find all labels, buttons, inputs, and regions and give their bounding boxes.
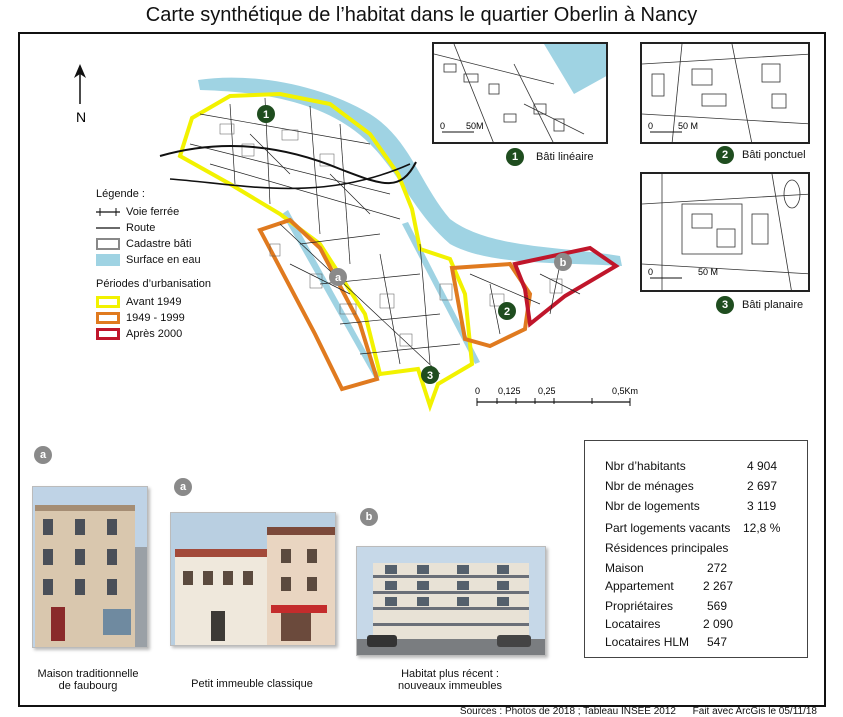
stat-label: Locataires HLM bbox=[605, 635, 690, 649]
svg-text:b: b bbox=[559, 257, 567, 269]
stat-label: Nbr de logements bbox=[605, 499, 700, 513]
svg-text:50 M: 50 M bbox=[698, 267, 719, 277]
legend-cadastre: Cadastre bâti bbox=[96, 236, 211, 252]
photo-2-caption: Petit immeuble classique bbox=[191, 678, 313, 690]
stat-label: Appartement bbox=[605, 579, 674, 593]
svg-text:0,125: 0,125 bbox=[498, 386, 521, 396]
sources: Sources : Photos de 2018 ; Tableau INSEE 2012 Fait avec ArcGis le 05/11/18 bbox=[459, 706, 817, 717]
stat-value: 569 bbox=[707, 599, 728, 613]
north-arrow-icon bbox=[74, 64, 86, 104]
photo-1-badge: a bbox=[34, 446, 52, 464]
photo-nouveaux-immeubles bbox=[356, 546, 546, 656]
legend-road: Route bbox=[96, 220, 211, 236]
inset-3-badge: 3 bbox=[716, 296, 734, 314]
svg-text:1: 1 bbox=[262, 109, 270, 121]
scale-bar bbox=[475, 386, 638, 406]
inset-1 bbox=[432, 42, 608, 144]
stats-table bbox=[584, 440, 808, 658]
photo-maison-traditionnelle bbox=[32, 486, 148, 648]
inset-3 bbox=[640, 172, 810, 292]
svg-text:0: 0 bbox=[475, 386, 481, 396]
svg-text:2: 2 bbox=[503, 306, 511, 318]
svg-text:50M: 50M bbox=[466, 121, 484, 131]
inset-1-badge: 1 bbox=[506, 148, 524, 166]
road-icon bbox=[96, 222, 120, 234]
svg-text:0: 0 bbox=[440, 121, 446, 131]
photo-1-caption: Maison traditionnelle de faubourg bbox=[37, 668, 139, 692]
photo-3-caption: Habitat plus récent : nouveaux immeubles bbox=[398, 668, 502, 692]
stat-label: Nbr d’habitants bbox=[605, 459, 686, 473]
inset-2-badge: 2 bbox=[716, 146, 734, 164]
svg-text:3: 3 bbox=[426, 370, 434, 382]
map-badge-a bbox=[329, 268, 347, 286]
svg-text:50 M: 50 M bbox=[678, 121, 699, 131]
svg-text:a: a bbox=[334, 272, 342, 284]
inset-1-map bbox=[434, 44, 608, 144]
inset-2-caption: 2 Bâti ponctuel bbox=[716, 146, 806, 164]
legend-rail: Voie ferrée bbox=[96, 204, 211, 220]
stat-value: 272 bbox=[707, 561, 728, 575]
stat-value: 2 267 bbox=[703, 579, 734, 593]
legend-water: Surface en eau bbox=[96, 252, 211, 268]
stat-label: Locataires bbox=[605, 617, 661, 631]
water-icon bbox=[96, 254, 120, 266]
stat-value: 3 119 bbox=[747, 499, 777, 513]
svg-text:0,5Km: 0,5Km bbox=[612, 386, 639, 396]
map-badge-b bbox=[554, 253, 572, 271]
legend-title: Légende : bbox=[96, 188, 145, 200]
map-badge-3 bbox=[421, 366, 439, 384]
apres-2000-icon bbox=[96, 328, 120, 340]
stat-value: 2 697 bbox=[747, 479, 778, 493]
north-label: N bbox=[76, 109, 87, 125]
photo-petit-immeuble bbox=[170, 512, 336, 646]
svg-text:0,25: 0,25 bbox=[538, 386, 556, 396]
inset-2 bbox=[640, 42, 810, 144]
svg-text:0: 0 bbox=[648, 267, 654, 277]
legend bbox=[96, 188, 211, 342]
stat-section-title: Résidences principales bbox=[605, 541, 729, 555]
stat-label: Nbr de ménages bbox=[605, 479, 694, 493]
stat-value: 2 090 bbox=[703, 617, 734, 631]
stat-value: 4 904 bbox=[747, 459, 778, 473]
stat-value: 547 bbox=[707, 635, 728, 649]
stat-label: Propriétaires bbox=[605, 599, 674, 613]
avant-1949-icon bbox=[96, 296, 120, 308]
inset-1-caption: 1 Bâti linéaire bbox=[506, 148, 593, 166]
legend-apres-2000: Après 2000 bbox=[96, 326, 211, 342]
stat-label: Maison bbox=[605, 561, 644, 575]
photo-3-badge: b bbox=[360, 508, 378, 526]
inset-3-map bbox=[642, 174, 810, 292]
legend-periods-title: Périodes d’urbanisation bbox=[96, 278, 211, 290]
rail-icon bbox=[96, 206, 120, 218]
legend-1949-1999: 1949 - 1999 bbox=[96, 310, 211, 326]
cadastre-icon bbox=[96, 238, 120, 250]
photo-2-badge: a bbox=[174, 478, 192, 496]
inset-2-map bbox=[642, 44, 810, 144]
legend-avant-1949: Avant 1949 bbox=[96, 294, 211, 310]
period-1949-1999-icon bbox=[96, 312, 120, 324]
stat-value: 12,8 % bbox=[743, 521, 781, 535]
inset-3-caption: 3 Bâti planaire bbox=[716, 296, 803, 314]
map-title: Carte synthétique de l’habitat dans le quartier Oberlin à Nancy bbox=[145, 4, 698, 26]
map-badge-2 bbox=[498, 302, 516, 320]
stat-label: Part logements vacants bbox=[605, 521, 731, 535]
map-badge-1 bbox=[257, 105, 275, 123]
svg-text:0: 0 bbox=[648, 121, 654, 131]
